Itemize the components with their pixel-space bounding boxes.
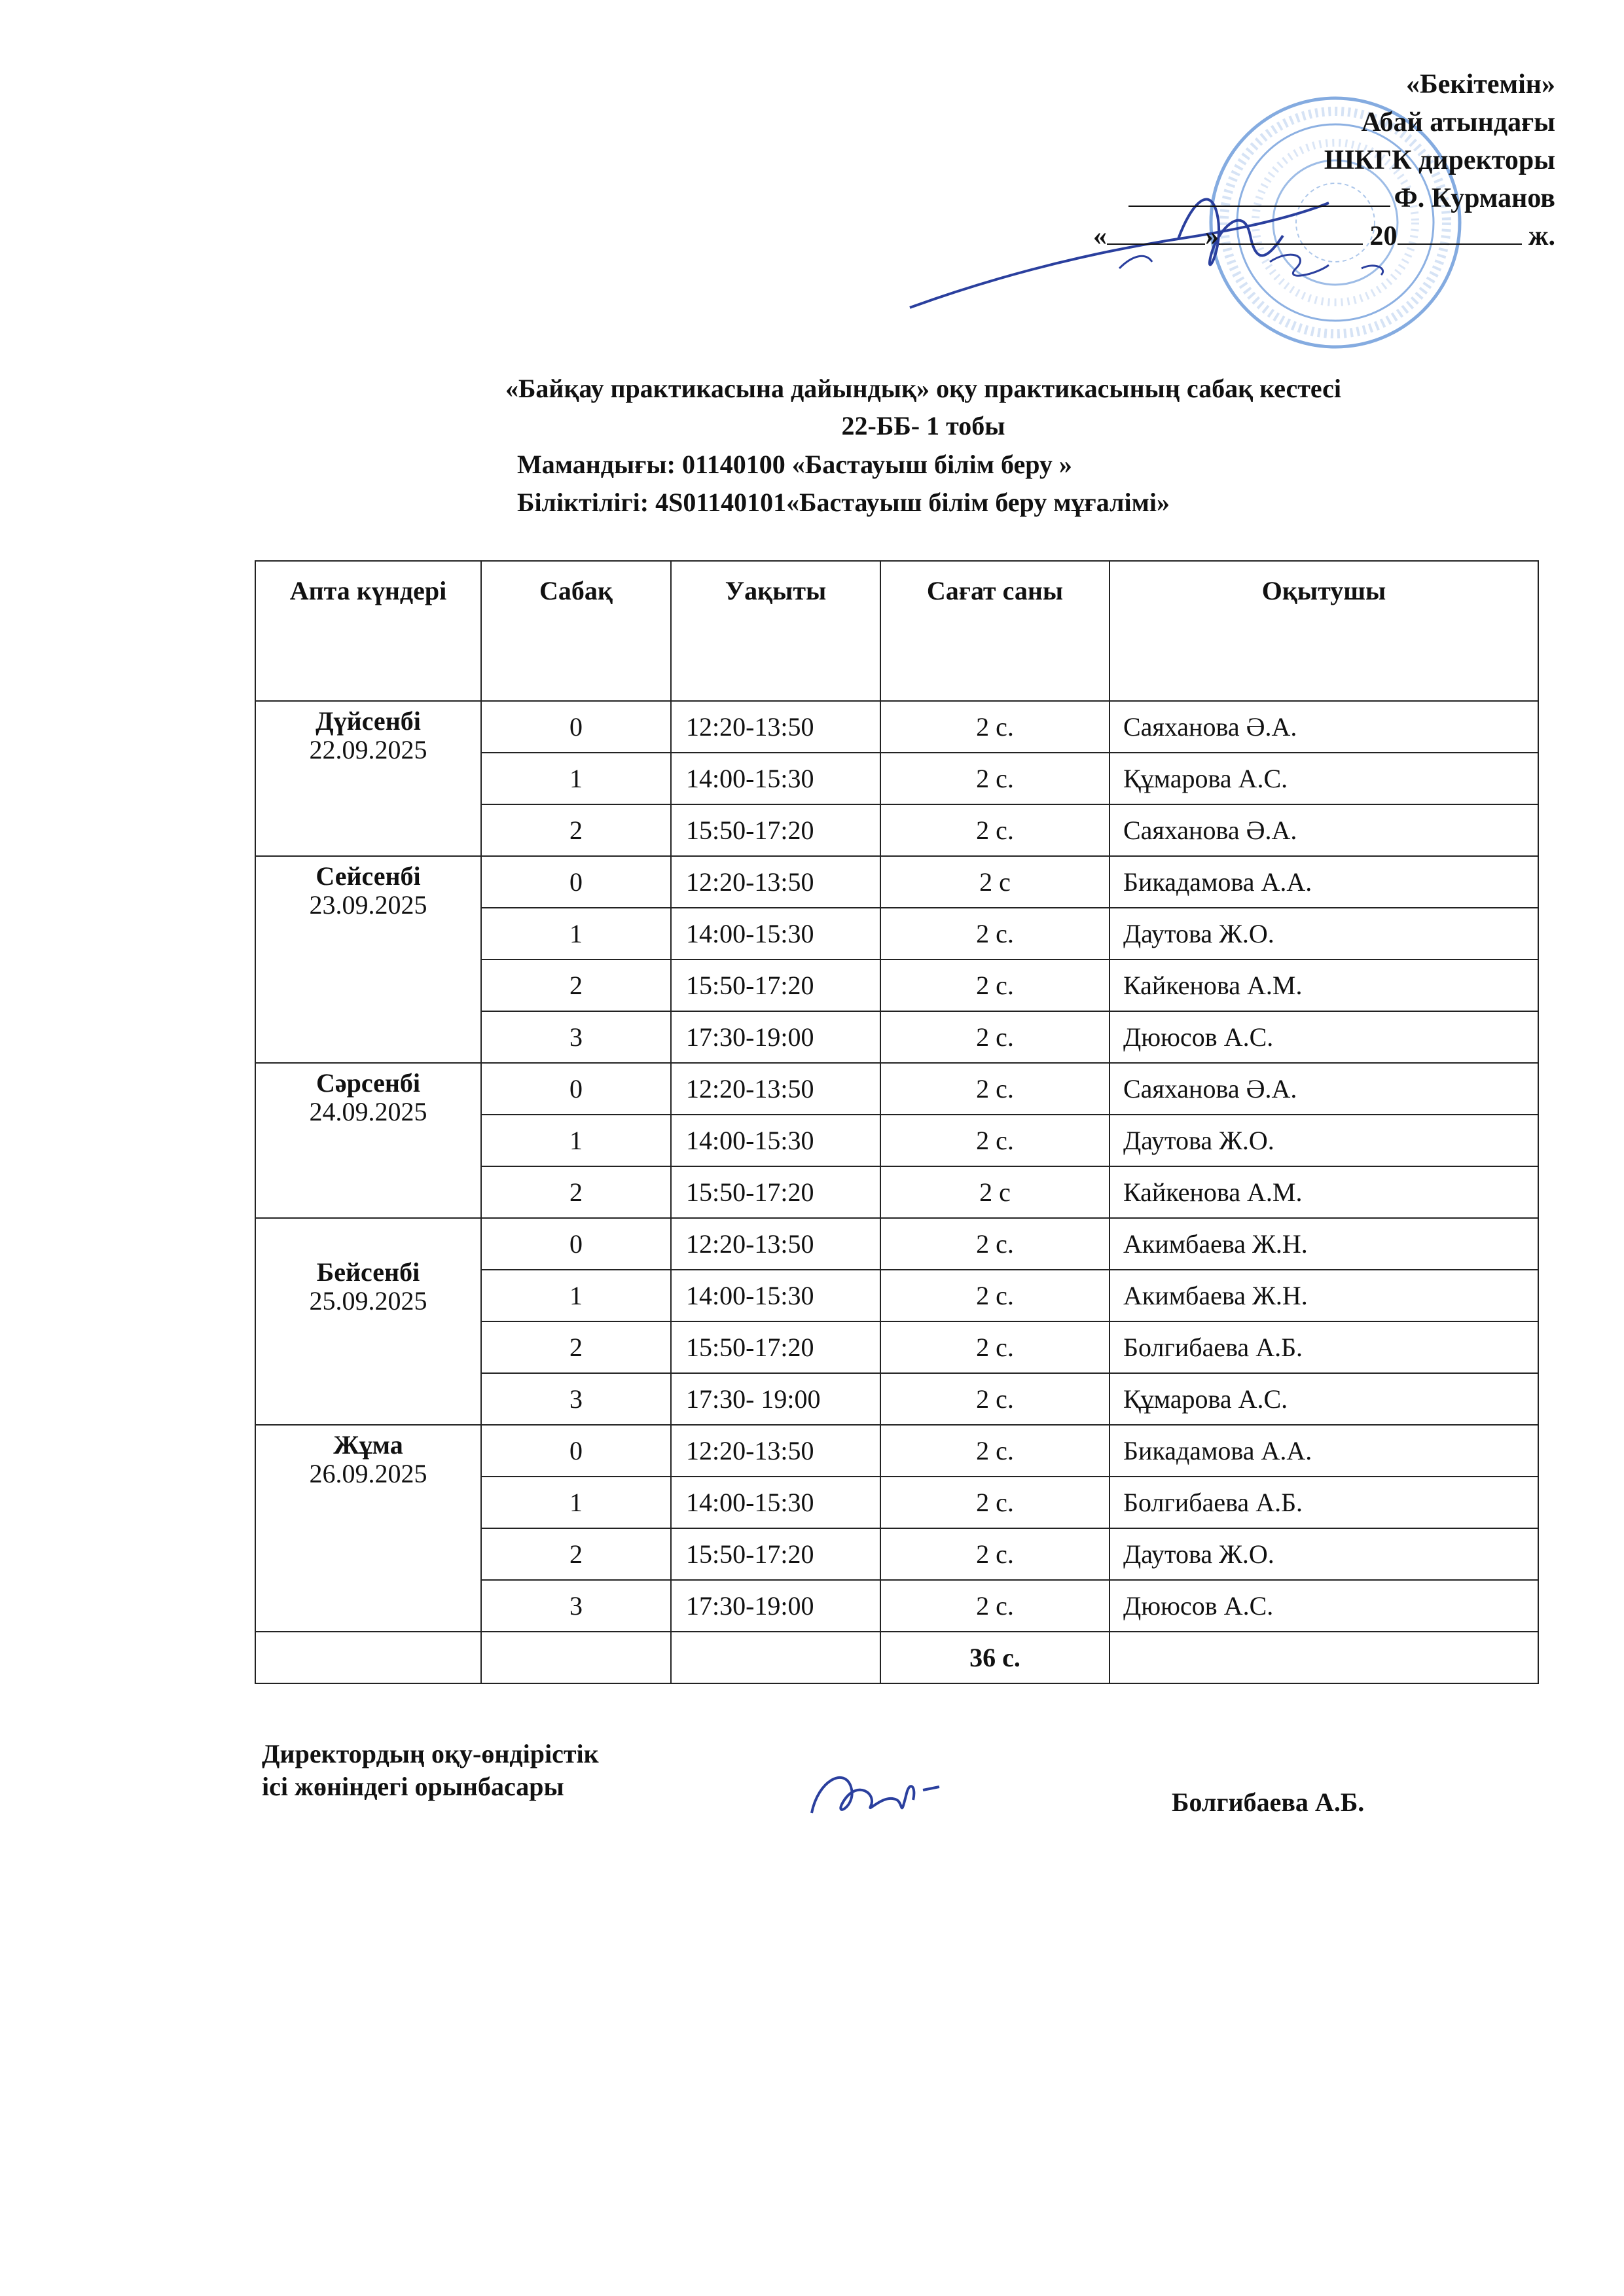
lesson-number: 0 <box>481 701 671 753</box>
total-row <box>255 1632 1538 1683</box>
approval-date <box>1093 217 1555 255</box>
lesson-teacher: Бикадамова А.А. <box>1110 856 1538 908</box>
lesson-hours: 2 с. <box>880 960 1110 1011</box>
date-day-blank <box>1107 224 1205 245</box>
lesson-number: 0 <box>481 1425 671 1477</box>
approval-signatory <box>1093 179 1555 217</box>
approval-director-name: Ф. Курманов <box>1394 183 1555 213</box>
day-date: 23.09.2025 <box>309 890 427 920</box>
lesson-number: 1 <box>481 1115 671 1166</box>
lesson-teacher: Акимбаева Ж.Н. <box>1110 1270 1538 1321</box>
lesson-hours: 2 с <box>880 1166 1110 1218</box>
lesson-teacher: Даутова Ж.О. <box>1110 1115 1538 1166</box>
lesson-hours: 2 с. <box>880 1218 1110 1270</box>
day-name: Бейсенбі <box>316 1257 420 1287</box>
day-name: Сейсенбі <box>316 861 421 891</box>
qualification: Біліктілігі: 4S01140101«Бастауыш білім беру мұғалімі» <box>517 488 1170 517</box>
total-hours: 36 с. <box>880 1632 1110 1683</box>
date-month-blank <box>1219 224 1363 245</box>
header-days: Апта күндері <box>255 561 481 701</box>
total-empty-cell <box>255 1632 481 1683</box>
lesson-time: 17:30-19:00 <box>671 1011 880 1063</box>
day-date: 22.09.2025 <box>309 735 427 764</box>
day-cell <box>255 1425 481 1632</box>
lesson-teacher: Болгибаева А.Б. <box>1110 1477 1538 1528</box>
lesson-number: 1 <box>481 1270 671 1321</box>
deputy-signature <box>805 1754 949 1833</box>
total-empty-cell <box>1110 1632 1538 1683</box>
lesson-number: 0 <box>481 856 671 908</box>
approval-title: «Бекітемін» <box>1405 69 1555 99</box>
deputy-name: Болгибаева А.Б. <box>1172 1787 1365 1817</box>
lesson-number: 1 <box>481 1477 671 1528</box>
lesson-teacher: Болгибаева А.Б. <box>1110 1321 1538 1373</box>
lesson-teacher: Дююсов А.С. <box>1110 1011 1538 1063</box>
table-header-row <box>255 561 1538 701</box>
header-time: Уақыты <box>671 561 880 701</box>
day-cell <box>255 1218 481 1425</box>
lesson-time: 14:00-15:30 <box>671 908 880 960</box>
deputy-position <box>262 1738 599 1803</box>
date-suffix: ж. <box>1528 221 1555 251</box>
lesson-time: 15:50-17:20 <box>671 960 880 1011</box>
approval-block <box>1093 65 1555 255</box>
lesson-teacher: Акимбаева Ж.Н. <box>1110 1218 1538 1270</box>
lesson-number: 1 <box>481 908 671 960</box>
lesson-hours: 2 с. <box>880 1321 1110 1373</box>
table-row <box>255 1425 1538 1477</box>
lesson-time: 17:30-19:00 <box>671 1580 880 1632</box>
day-date: 26.09.2025 <box>309 1459 427 1488</box>
day-cell <box>255 1063 481 1218</box>
lesson-time: 17:30- 19:00 <box>671 1373 880 1425</box>
lesson-time: 12:20-13:50 <box>671 701 880 753</box>
total-empty-cell <box>671 1632 880 1683</box>
lesson-teacher: Саяханова Ә.А. <box>1110 701 1538 753</box>
day-cell <box>255 856 481 1063</box>
lesson-number: 3 <box>481 1011 671 1063</box>
lesson-teacher: Дююсов А.С. <box>1110 1580 1538 1632</box>
approval-institution: Абай атындағы <box>1361 107 1555 137</box>
day-name: Дүйсенбі <box>316 706 421 736</box>
lesson-teacher: Кайкенова А.М. <box>1110 960 1538 1011</box>
table-row <box>255 701 1538 753</box>
lesson-time: 12:20-13:50 <box>671 856 880 908</box>
group-name: 22-ББ- 1 тобы <box>841 411 1005 440</box>
lesson-hours: 2 с. <box>880 1115 1110 1166</box>
deputy-line-2: ісі жөніндегі орынбасары <box>262 1772 564 1801</box>
specialty: Мамандығы: 01140100 «Бастауыш білім беру » <box>517 450 1072 479</box>
total-empty-cell <box>481 1632 671 1683</box>
lesson-time: 14:00-15:30 <box>671 1115 880 1166</box>
lesson-time: 14:00-15:30 <box>671 1270 880 1321</box>
lesson-number: 2 <box>481 1528 671 1580</box>
table-row <box>255 1218 1538 1270</box>
lesson-number: 2 <box>481 1166 671 1218</box>
lesson-hours: 2 с. <box>880 1425 1110 1477</box>
day-cell <box>255 701 481 856</box>
day-date: 24.09.2025 <box>309 1097 427 1126</box>
lesson-time: 15:50-17:20 <box>671 1166 880 1218</box>
lesson-hours: 2 с. <box>880 1477 1110 1528</box>
lesson-hours: 2 с. <box>880 1270 1110 1321</box>
deputy-line-1: Директордың оқу-өндірістік <box>262 1739 599 1768</box>
lesson-time: 12:20-13:50 <box>671 1063 880 1115</box>
lesson-number: 3 <box>481 1580 671 1632</box>
lesson-time: 12:20-13:50 <box>671 1218 880 1270</box>
lesson-time: 15:50-17:20 <box>671 1321 880 1373</box>
day-date: 25.09.2025 <box>309 1286 427 1316</box>
date-year-prefix: 20 <box>1369 221 1398 251</box>
lesson-hours: 2 с. <box>880 804 1110 856</box>
lesson-teacher: Құмарова А.С. <box>1110 753 1538 804</box>
lesson-number: 2 <box>481 960 671 1011</box>
lesson-hours: 2 с. <box>880 1528 1110 1580</box>
lesson-time: 14:00-15:30 <box>671 753 880 804</box>
lesson-hours: 2 с. <box>880 908 1110 960</box>
lesson-number: 2 <box>481 1321 671 1373</box>
lesson-time: 15:50-17:20 <box>671 804 880 856</box>
date-quote-open: « <box>1093 221 1108 251</box>
lesson-number: 2 <box>481 804 671 856</box>
schedule-title: «Байқау практикасына дайындық» оқу практикасының сабақ кестесі <box>505 374 1341 403</box>
lesson-number: 3 <box>481 1373 671 1425</box>
lesson-hours: 2 с. <box>880 1373 1110 1425</box>
schedule-table <box>255 560 1539 1684</box>
header-teacher: Оқытушы <box>1110 561 1538 701</box>
day-name: Сәрсенбі <box>316 1068 421 1098</box>
table-row <box>255 1063 1538 1115</box>
lesson-hours: 2 с. <box>880 1063 1110 1115</box>
date-year-blank <box>1398 224 1522 245</box>
lesson-teacher: Бикадамова А.А. <box>1110 1425 1538 1477</box>
lesson-hours: 2 с. <box>880 1011 1110 1063</box>
table-row <box>255 856 1538 908</box>
date-quote-close: » <box>1205 221 1219 251</box>
header-lesson: Сабақ <box>481 561 671 701</box>
lesson-teacher: Саяханова Ә.А. <box>1110 1063 1538 1115</box>
lesson-teacher: Саяханова Ә.А. <box>1110 804 1538 856</box>
lesson-time: 15:50-17:20 <box>671 1528 880 1580</box>
lesson-hours: 2 с <box>880 856 1110 908</box>
day-name: Жұма <box>333 1430 403 1460</box>
lesson-hours: 2 с. <box>880 753 1110 804</box>
lesson-time: 14:00-15:30 <box>671 1477 880 1528</box>
lesson-number: 1 <box>481 753 671 804</box>
lesson-teacher: Кайкенова А.М. <box>1110 1166 1538 1218</box>
lesson-teacher: Даутова Ж.О. <box>1110 908 1538 960</box>
lesson-time: 12:20-13:50 <box>671 1425 880 1477</box>
header-hours: Сағат саны <box>880 561 1110 701</box>
signature-line <box>1128 186 1390 207</box>
lesson-teacher: Құмарова А.С. <box>1110 1373 1538 1425</box>
approval-position: ШКГК директоры <box>1324 145 1555 175</box>
lesson-number: 0 <box>481 1218 671 1270</box>
lesson-hours: 2 с. <box>880 701 1110 753</box>
lesson-teacher: Даутова Ж.О. <box>1110 1528 1538 1580</box>
lesson-number: 0 <box>481 1063 671 1115</box>
lesson-hours: 2 с. <box>880 1580 1110 1632</box>
